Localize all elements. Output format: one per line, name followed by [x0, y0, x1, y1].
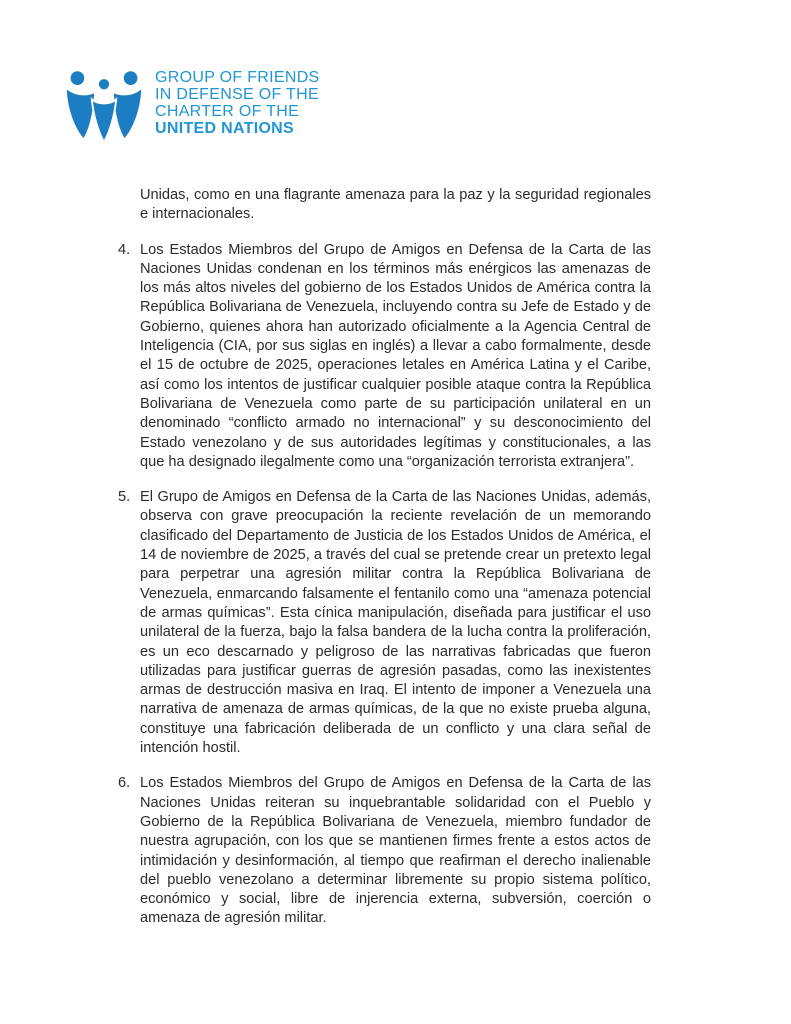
- item-text-5: El Grupo de Amigos en Defensa de la Carta de las Naciones Unidas, además, observa con grave preocupación la reciente revelación de un memorando clasificado del Departamento de Justicia de los Estados Unidos de América, el 14 de noviembre de 2025, a través del cual se pretende crear un pretexto legal para perpetrar una agresión militar contra la República Bolivariana de Venezuela, enmarcando falsamente el fentanilo como una “amenaza potencial de armas químicas”. Esta cínica manipulación, diseñada para justificar el uso unilateral de la fuerza, bajo la falsa bandera de la lucha contra la proliferación, es un eco descarnado y peligroso de las narrativas fabricadas que fueron utilizadas para justificar guerras de agresión pasadas, como las inexistentes armas de destrucción masiva en Iraq. El intento de imponer a Venezuela una narrativa de amenaza de armas químicas, de la que no existe prueba alguna, constituye una fabricación deliberada de un conflicto y una clara señal de intención hostil.: [140, 489, 651, 757]
- logo: [66, 66, 320, 148]
- item-number-6: 6.: [118, 775, 131, 792]
- item-text-4: Los Estados Miembros del Grupo de Amigos en Defensa de la Carta de las Naciones Unidas condenan en los términos más enérgicos las amenazas de los más altos niveles del gobierno de los Estados Unidos de América contra la República Bolivariana de Venezuela, incluyendo contra su Jefe de Estado y de Gobierno, quienes ahora han autorizado oficialmente a la Agencia Central de Inteligencia (CIA, por sus siglas en inglés) a llevar a cabo formalmente, desde el 15 de octubre de 2025, operaciones letales en América Latina y el Caribe, así como los intentos de justificar cualquier posible ataque contra la República Bolivariana de Venezuela como parte de su participación unilateral en un denominado “conflicto armado no internacional” y su desconocimiento del Estado venezolano y de sus autoridades legítimas y constitucionales, a las que ha designado ilegalmente como una “organización terrorista extranjera”.: [140, 241, 651, 470]
- item-number-5: 5.: [118, 489, 131, 506]
- item-text-6: Los Estados Miembros del Grupo de Amigos en Defensa de la Carta de las Naciones Unidas reiteran su inquebrantable solidaridad con el Pueblo y Gobierno de la República Bolivariana de Venezuela, miembro fundador de nuestra agrupación, con los que se mantienen firmes frente a estos actos de intimidación y desinformación, al tiempo que reafirman el derecho inalienable del pueblo venezolano a determinar libremente su propio sistema político, económico y social, libre de injerencia externa, subversión, coerción o amenaza de agresión militar.: [140, 775, 651, 927]
- logo-line-2: IN DEFENSE OF THE: [155, 86, 319, 103]
- list-item-5: [118, 488, 651, 758]
- logo-line-1: GROUP OF FRIENDS: [155, 69, 320, 86]
- logo-line-4: UNITED NATIONS: [155, 120, 295, 137]
- logo-line-3: CHARTER OF THE: [155, 103, 300, 120]
- document-body: [118, 186, 651, 929]
- three-people-icon: [66, 66, 142, 148]
- list-item-4: [118, 241, 651, 473]
- item-number-4: 4.: [118, 241, 131, 258]
- paragraph-continuation: Unidas, como en una flagrante amenaza para la paz y la seguridad regionales e internacionales.: [140, 187, 651, 223]
- list-item-6: [118, 774, 651, 928]
- logo-wordmark: [155, 66, 320, 137]
